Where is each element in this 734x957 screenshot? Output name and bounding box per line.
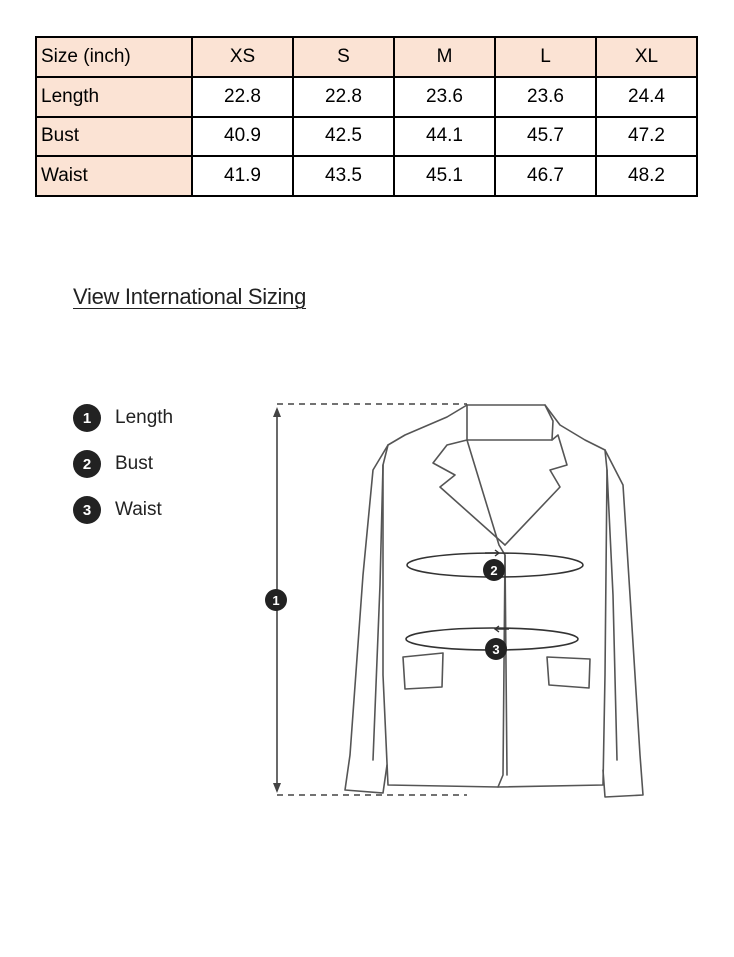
size-table-cell: 40.9 (192, 117, 293, 157)
number-badge-icon: 2 (73, 450, 101, 478)
size-table-row-label: Length (36, 77, 192, 117)
size-table-header-cell: S (293, 37, 394, 77)
size-table-cell: 24.4 (596, 77, 697, 117)
size-table-row (36, 156, 697, 196)
size-table-cell: 22.8 (192, 77, 293, 117)
legend-item-length (73, 404, 173, 432)
size-table-cell: 23.6 (394, 77, 495, 117)
size-table-header-cell: L (495, 37, 596, 77)
number-badge-icon: 1 (73, 404, 101, 432)
svg-text:3: 3 (492, 642, 500, 657)
size-table-row-label: Bust (36, 117, 192, 157)
blazer-illustration-icon (345, 405, 643, 797)
size-table-cell: 46.7 (495, 156, 596, 196)
legend-label: Waist (115, 499, 162, 520)
size-table-cell: 45.1 (394, 156, 495, 196)
size-table-row (36, 77, 697, 117)
svg-text:1: 1 (272, 593, 280, 608)
svg-text:2: 2 (490, 563, 498, 578)
size-table-cell: 23.6 (495, 77, 596, 117)
size-table-row (36, 117, 697, 157)
length-marker-icon (265, 589, 287, 611)
view-international-sizing-link[interactable]: View International Sizing (73, 284, 307, 309)
waist-marker-icon (485, 638, 507, 660)
legend-item-waist (73, 496, 173, 524)
size-table-header-row (36, 37, 697, 77)
bust-marker-icon (483, 559, 505, 581)
number-badge-icon: 3 (73, 496, 101, 524)
size-table-header-cell: Size (inch) (36, 37, 192, 77)
size-table-header-cell: M (394, 37, 495, 77)
blazer-measurement-diagram (255, 395, 655, 805)
legend-item-bust (73, 450, 173, 478)
size-table-cell: 47.2 (596, 117, 697, 157)
size-table-cell: 42.5 (293, 117, 394, 157)
size-table-cell: 41.9 (192, 156, 293, 196)
size-table-header-cell: XS (192, 37, 293, 77)
size-table-cell: 43.5 (293, 156, 394, 196)
size-chart-table (35, 36, 698, 197)
size-table-cell: 45.7 (495, 117, 596, 157)
size-table-cell: 44.1 (394, 117, 495, 157)
legend-label: Length (115, 407, 174, 428)
size-table-header-cell: XL (596, 37, 697, 77)
legend-label: Bust (115, 453, 154, 474)
size-table-cell: 22.8 (293, 77, 394, 117)
measurement-legend (73, 404, 173, 542)
size-table-cell: 48.2 (596, 156, 697, 196)
size-table-row-label: Waist (36, 156, 192, 196)
